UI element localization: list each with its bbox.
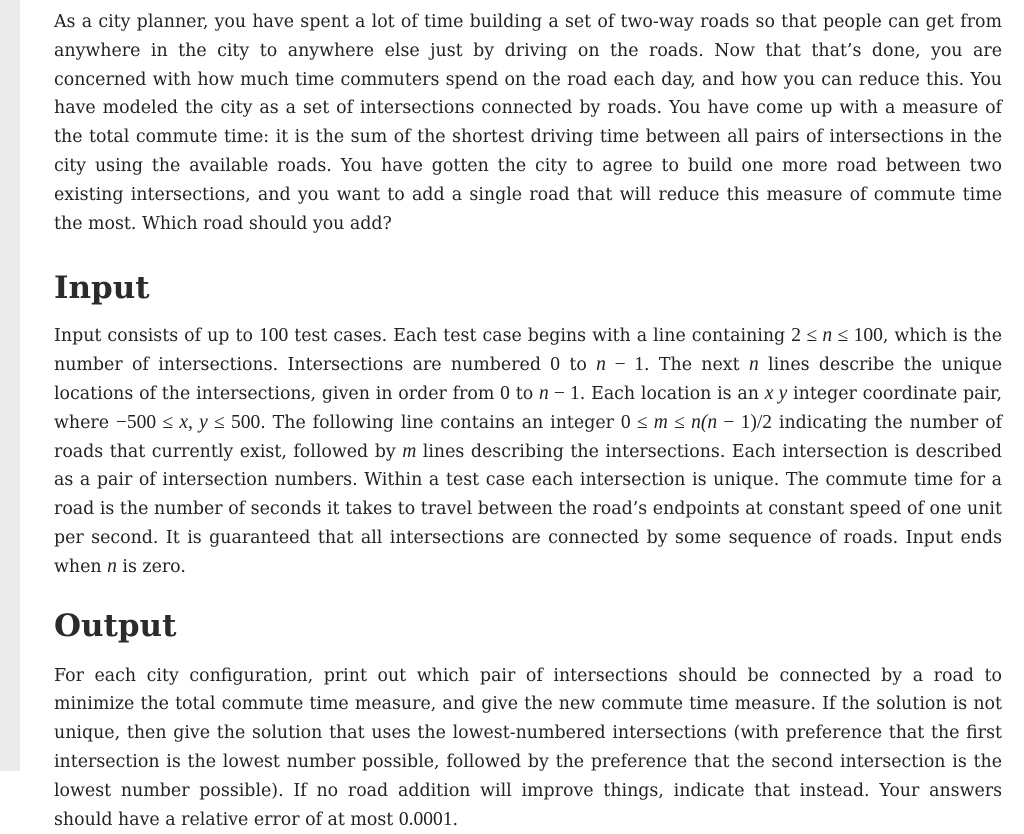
math-m: m	[402, 440, 417, 462]
output-heading: Output	[54, 607, 177, 644]
math-coord-lower: −500 ≤	[115, 411, 180, 433]
input-text: integer coordinate pair, where	[54, 383, 1002, 433]
math-xy: x y	[764, 382, 788, 404]
intro-paragraph: As a city planner, you have spent a lot of time building a set of two-way roads so that people can get from anywhere in the city to anywhere else just by driving on the roads. Now that that’s done, you are concerned with how much time commuters spend on the road each day, and how you can reduce this. You have modeled the city as a set of intersections connected by roads. You have come up with a measure of the total commute time: it is the sum of the shortest driving time between all pairs of intersections in the city using the available roads. You have gotten the city to agree to build one more road between two existing intersections, and you want to add a single road that will reduce this measure of commute time the most. Which road should you add?	[54, 12, 1002, 234]
math-m-lower: 0 ≤	[620, 411, 654, 433]
math-n: n	[107, 555, 117, 577]
input-text: is zero.	[116, 556, 186, 577]
math-n: n	[748, 354, 759, 376]
input-text: lines describe the unique locations of the intersections, given in order from	[54, 355, 1003, 404]
math-n: n	[596, 354, 606, 376]
math-n: n	[822, 325, 833, 347]
math-max-cases: 100	[258, 325, 289, 347]
math-m: m	[653, 411, 668, 433]
math-zero: 0	[500, 382, 510, 404]
output-text: .	[452, 809, 458, 830]
output-text: For each city configuration, print out which pair of intersections should be connected by a road to minimize the total commute time measure, and give the new commute time measure. If the solution is not unique, then give the solution that uses the lowest-numbered intersections (with preference that the first intersection is the lowest number possible, followed by the preference that the second intersection is the lowest number possible). If no road addition will improve things, indicate that instead. Your answers should have a relative error of at most	[54, 665, 1002, 830]
input-text: test cases. Each test case begins with a line containing	[288, 326, 792, 347]
input-text: . The following line contains an integer	[260, 412, 621, 433]
input-text: . Each location is an	[579, 383, 765, 404]
math-tolerance: 0.0001	[398, 808, 453, 830]
math-m-expr: n(n	[691, 411, 718, 433]
left-scroll-rail	[0, 0, 20, 771]
input-heading: Input	[54, 270, 150, 307]
math-coord-upper: ≤ 500	[207, 411, 261, 433]
math-n: n	[538, 382, 549, 404]
input-text: indicating the number of roads that currently exist, followed by	[54, 412, 1003, 462]
input-text: to	[560, 355, 597, 376]
math-n-upper: ≤ 100	[832, 325, 883, 347]
input-text: Input consists of up to	[54, 326, 259, 347]
math-m-expr2: − 1)/2	[717, 411, 772, 433]
input-paragraph	[54, 322, 1002, 581]
math-n-minus-1: − 1	[605, 354, 645, 376]
math-m-le: ≤	[667, 411, 692, 433]
input-text: lines describing the intersections. Each intersection is described as a pair of intersection numbers. Within a test case each intersection is unique. The commute time for a road is the number of seconds it takes to travel between the road’s endpoints at constant speed of one unit per second. It is guaranteed that all intersections are connected by some sequence of roads. Input ends when	[54, 441, 1002, 577]
input-text: . The next	[644, 355, 749, 376]
input-text: , which is the number of intersections. Intersections are numbered	[54, 326, 1003, 376]
math-zero: 0	[550, 354, 561, 376]
output-paragraph	[54, 662, 1002, 834]
problem-statement	[54, 8, 1002, 834]
input-text: to	[509, 383, 539, 404]
math-coord-vars: x, y	[179, 411, 208, 433]
math-n-minus-1: − 1	[548, 382, 580, 404]
math-n-lower: 2 ≤	[791, 325, 823, 347]
